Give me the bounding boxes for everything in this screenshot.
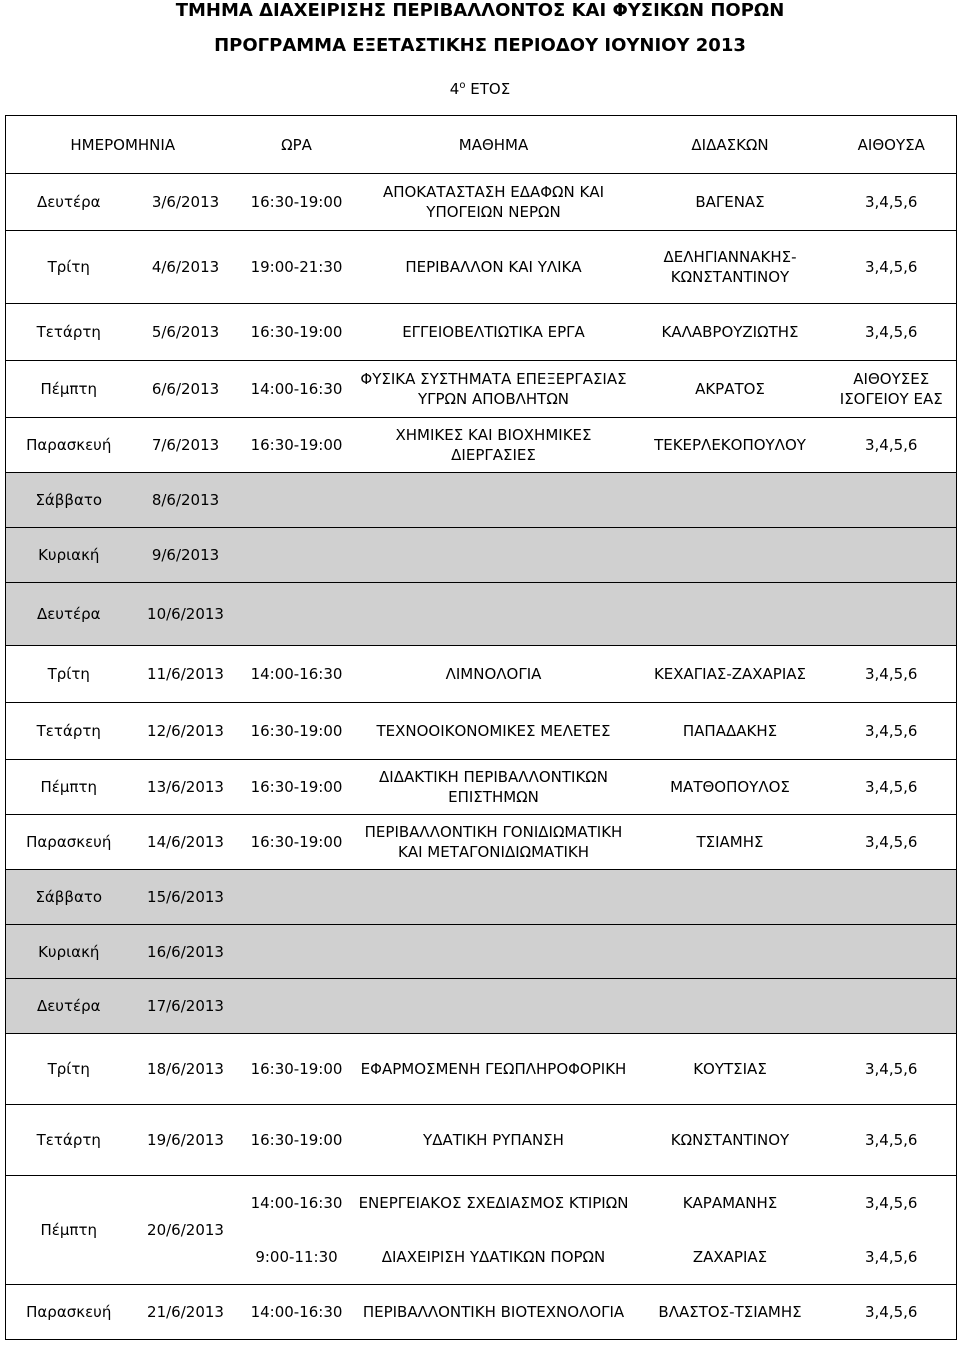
- date-cell: 9/6/2013: [132, 528, 240, 583]
- time-cell: 16:30-19:00: [240, 815, 354, 870]
- day-cell: Τρίτη: [6, 646, 132, 703]
- course-cell: ΔΙΑΧΕΙΡΙΣΗ ΥΔΑΤΙΚΩΝ ΠΟΡΩΝ: [354, 1231, 634, 1285]
- room-cell: 3,4,5,6: [827, 1176, 957, 1231]
- course-cell: ΛΙΜΝΟΛΟΓΙΑ: [354, 646, 634, 703]
- empty-cell: [240, 925, 957, 979]
- date-cell: 5/6/2013: [132, 304, 240, 361]
- day-cell: Δευτέρα: [6, 174, 132, 231]
- date-cell: 12/6/2013: [132, 703, 240, 760]
- date-cell: 20/6/2013: [132, 1176, 240, 1285]
- time-cell: 14:00-16:30: [240, 1176, 354, 1231]
- room-cell: 3,4,5,6: [827, 703, 957, 760]
- time-cell: 16:30-19:00: [240, 304, 354, 361]
- year-number: 4: [449, 80, 460, 98]
- schedule-row: [6, 703, 957, 760]
- course-cell: ΧΗΜΙΚΕΣ ΚΑΙ ΒΙΟΧΗΜΙΚΕΣ ΔΙΕΡΓΑΣΙΕΣ: [354, 418, 634, 473]
- column-header-time: ΩΡΑ: [240, 116, 354, 174]
- time-cell: 16:30-19:00: [240, 1105, 354, 1176]
- day-cell: Τετάρτη: [6, 703, 132, 760]
- instructor-cell: ΤΣΙΑΜΗΣ: [634, 815, 827, 870]
- schedule-row: [6, 418, 957, 473]
- day-cell: Παρασκευή: [6, 815, 132, 870]
- course-cell: ΦΥΣΙΚΑ ΣΥΣΤΗΜΑΤΑ ΕΠΕΞΕΡΓΑΣΙΑΣ ΥΓΡΩΝ ΑΠΟΒΛΗΤΩΝ: [354, 361, 634, 418]
- day-cell: Σάββατο: [6, 473, 132, 528]
- day-cell: Τετάρτη: [6, 304, 132, 361]
- room-cell: 3,4,5,6: [827, 418, 957, 473]
- room-cell: 3,4,5,6: [827, 815, 957, 870]
- schedule-row: [6, 174, 957, 231]
- empty-day-row: [6, 473, 957, 528]
- empty-day-row: [6, 979, 957, 1034]
- schedule-row: [6, 760, 957, 815]
- date-cell: 3/6/2013: [132, 174, 240, 231]
- day-cell: Κυριακή: [6, 528, 132, 583]
- schedule-row: [6, 361, 957, 418]
- course-cell: ΠΕΡΙΒΑΛΛΟΝ ΚΑΙ ΥΛΙΚΑ: [354, 231, 634, 304]
- date-cell: 21/6/2013: [132, 1285, 240, 1340]
- empty-cell: [240, 473, 957, 528]
- date-cell: 14/6/2013: [132, 815, 240, 870]
- date-cell: 15/6/2013: [132, 870, 240, 925]
- instructor-cell: ΒΑΓΕΝΑΣ: [634, 174, 827, 231]
- schedule-row: [6, 1176, 957, 1231]
- day-cell: Κυριακή: [6, 925, 132, 979]
- date-cell: 13/6/2013: [132, 760, 240, 815]
- date-cell: 19/6/2013: [132, 1105, 240, 1176]
- instructor-cell: ΚΕΧΑΓΙΑΣ-ΖΑΧΑΡΙΑΣ: [634, 646, 827, 703]
- time-cell: 9:00-11:30: [240, 1231, 354, 1285]
- empty-day-row: [6, 925, 957, 979]
- empty-cell: [240, 583, 957, 646]
- schedule-row: [6, 231, 957, 304]
- column-header-instructor: ΔΙΔΑΣΚΩΝ: [634, 116, 827, 174]
- day-cell: Παρασκευή: [6, 418, 132, 473]
- course-cell: ΥΔΑΤΙΚΗ ΡΥΠΑΝΣΗ: [354, 1105, 634, 1176]
- year-word: ΕΤΟΣ: [470, 80, 511, 98]
- course-cell: ΠΕΡΙΒΑΛΛΟΝΤΙΚΗ ΓΟΝΙΔΙΩΜΑΤΙΚΗ ΚΑΙ ΜΕΤΑΓΟΝΙΔΙΩΜΑΤΙΚΗ: [354, 815, 634, 870]
- day-cell: Πέμπτη: [6, 760, 132, 815]
- room-cell: 3,4,5,6: [827, 231, 957, 304]
- room-cell: 3,4,5,6: [827, 174, 957, 231]
- day-cell: Πέμπτη: [6, 1176, 132, 1285]
- time-cell: 14:00-16:30: [240, 1285, 354, 1340]
- schedule-row: [6, 1285, 957, 1340]
- date-cell: 6/6/2013: [132, 361, 240, 418]
- course-cell: ΕΓΓΕΙΟΒΕΛΤΙΩΤΙΚΑ ΕΡΓΑ: [354, 304, 634, 361]
- time-cell: 16:30-19:00: [240, 760, 354, 815]
- day-cell: Πέμπτη: [6, 361, 132, 418]
- date-cell: 8/6/2013: [132, 473, 240, 528]
- day-cell: Τρίτη: [6, 231, 132, 304]
- empty-day-row: [6, 870, 957, 925]
- day-cell: Παρασκευή: [6, 1285, 132, 1340]
- empty-day-row: [6, 583, 957, 646]
- course-cell: ΑΠΟΚΑΤΑΣΤΑΣΗ ΕΔΑΦΩΝ ΚΑΙ ΥΠΟΓΕΙΩΝ ΝΕΡΩΝ: [354, 174, 634, 231]
- empty-cell: [240, 979, 957, 1034]
- day-cell: Τρίτη: [6, 1034, 132, 1105]
- date-cell: 4/6/2013: [132, 231, 240, 304]
- column-header-date: ΗΜΕΡΟΜΗΝΙΑ: [6, 116, 240, 174]
- empty-cell: [240, 870, 957, 925]
- day-cell: Δευτέρα: [6, 583, 132, 646]
- room-cell: ΑΙΘΟΥΣΕΣ ΙΣΟΓΕΙΟΥ ΕΑΣ: [827, 361, 957, 418]
- date-cell: 18/6/2013: [132, 1034, 240, 1105]
- time-cell: 14:00-16:30: [240, 361, 354, 418]
- column-header-row: [6, 116, 957, 174]
- date-cell: 11/6/2013: [132, 646, 240, 703]
- course-cell: ΠΕΡΙΒΑΛΛΟΝΤΙΚΗ ΒΙΟΤΕΧΝΟΛΟΓΙΑ: [354, 1285, 634, 1340]
- date-cell: 7/6/2013: [132, 418, 240, 473]
- time-cell: 16:30-19:00: [240, 703, 354, 760]
- schedule-row: [6, 1034, 957, 1105]
- column-header-room: ΑΙΘΟΥΣΑ: [827, 116, 957, 174]
- day-cell: Τετάρτη: [6, 1105, 132, 1176]
- day-cell: Σάββατο: [6, 870, 132, 925]
- course-cell: ΕΝΕΡΓΕΙΑΚΟΣ ΣΧΕΔΙΑΣΜΟΣ ΚΤΙΡΙΩΝ: [354, 1176, 634, 1231]
- room-cell: 3,4,5,6: [827, 1105, 957, 1176]
- instructor-cell: ΚΑΡΑΜΑΝΗΣ: [634, 1176, 827, 1231]
- year-label: [0, 80, 960, 98]
- room-cell: 3,4,5,6: [827, 646, 957, 703]
- day-cell: Δευτέρα: [6, 979, 132, 1034]
- department-title: ΤΜΗΜΑ ΔΙΑΧΕΙΡΙΣΗΣ ΠΕΡΙΒΑΛΛΟΝΤΟΣ ΚΑΙ ΦΥΣΙΚΩΝ ΠΟΡΩΝ: [175, 0, 785, 21]
- date-cell: 17/6/2013: [132, 979, 240, 1034]
- room-cell: 3,4,5,6: [827, 304, 957, 361]
- time-cell: 19:00-21:30: [240, 231, 354, 304]
- time-cell: 16:30-19:00: [240, 174, 354, 231]
- room-cell: 3,4,5,6: [827, 1034, 957, 1105]
- room-cell: 3,4,5,6: [827, 1231, 957, 1285]
- time-cell: 16:30-19:00: [240, 418, 354, 473]
- instructor-cell: ΚΑΛΑΒΡΟΥΖΙΩΤΗΣ: [634, 304, 827, 361]
- empty-day-row: [6, 528, 957, 583]
- date-cell: 16/6/2013: [132, 925, 240, 979]
- schedule-row: [6, 646, 957, 703]
- instructor-cell: ΖΑΧΑΡΙΑΣ: [634, 1231, 827, 1285]
- schedule-row: [6, 1105, 957, 1176]
- year-superscript: ο: [459, 80, 466, 91]
- course-cell: ΤΕΧΝΟΟΙΚΟΝΟΜΙΚΕΣ ΜΕΛΕΤΕΣ: [354, 703, 634, 760]
- instructor-cell: ΜΑΤΘΟΠΟΥΛΟΣ: [634, 760, 827, 815]
- time-cell: 16:30-19:00: [240, 1034, 354, 1105]
- empty-cell: [240, 528, 957, 583]
- room-cell: 3,4,5,6: [827, 760, 957, 815]
- schedule-title: ΠΡΟΓΡΑΜΜΑ ΕΞΕΤΑΣΤΙΚΗΣ ΠΕΡΙΟΔΟΥ ΙΟΥΝΙΟΥ 2013: [214, 35, 746, 56]
- instructor-cell: ΑΚΡΑΤΟΣ: [634, 361, 827, 418]
- instructor-cell: ΔΕΛΗΓΙΑΝΝΑΚΗΣ-ΚΩΝΣΤΑΝΤΙΝΟΥ: [634, 231, 827, 304]
- instructor-cell: ΤΕΚΕΡΛΕΚΟΠΟΥΛΟΥ: [634, 418, 827, 473]
- room-cell: 3,4,5,6: [827, 1285, 957, 1340]
- column-header-course: ΜΑΘΗΜΑ: [354, 116, 634, 174]
- instructor-cell: ΠΑΠΑΔΑΚΗΣ: [634, 703, 827, 760]
- instructor-cell: ΚΟΥΤΣΙΑΣ: [634, 1034, 827, 1105]
- schedule-table: [5, 115, 957, 1340]
- date-cell: 10/6/2013: [132, 583, 240, 646]
- instructor-cell: ΒΛΑΣΤΟΣ-ΤΣΙΑΜΗΣ: [634, 1285, 827, 1340]
- schedule-row: [6, 304, 957, 361]
- time-cell: 14:00-16:30: [240, 646, 354, 703]
- schedule-row: [6, 815, 957, 870]
- course-cell: ΕΦΑΡΜΟΣΜΕΝΗ ΓΕΩΠΛΗΡΟΦΟΡΙΚΗ: [354, 1034, 634, 1105]
- course-cell: ΔΙΔΑΚΤΙΚΗ ΠΕΡΙΒΑΛΛΟΝΤΙΚΩΝ ΕΠΙΣΤΗΜΩΝ: [354, 760, 634, 815]
- instructor-cell: ΚΩΝΣΤΑΝΤΙΝΟΥ: [634, 1105, 827, 1176]
